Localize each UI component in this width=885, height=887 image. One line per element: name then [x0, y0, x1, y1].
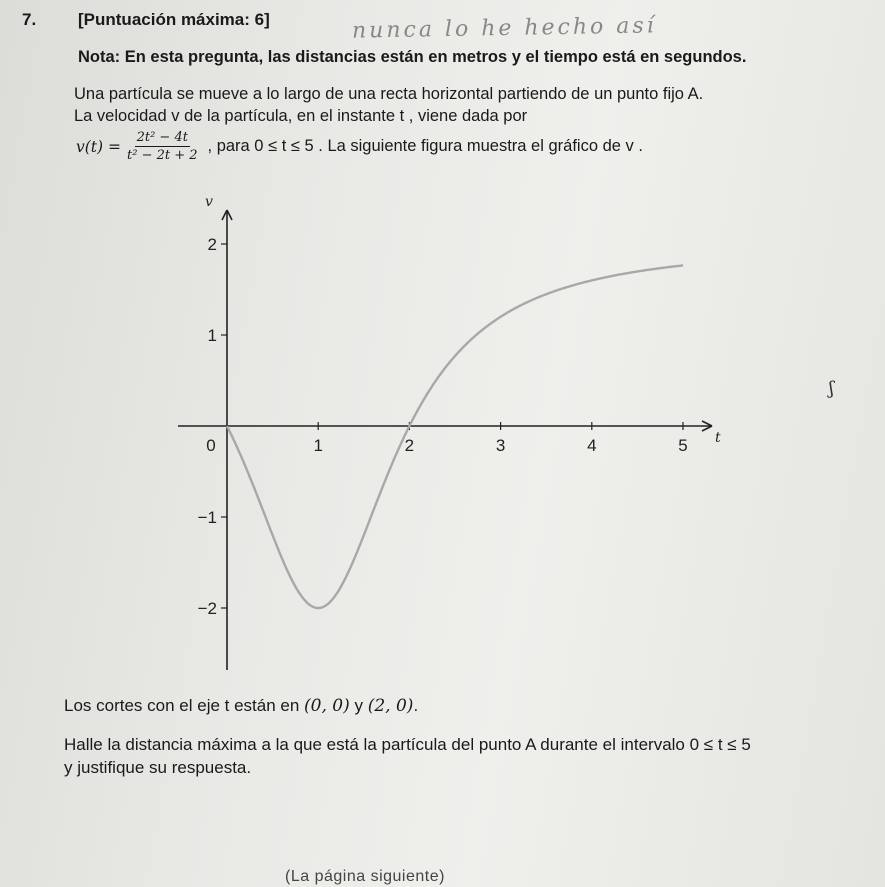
- cuts-text: Los cortes con el eje t están en: [64, 696, 305, 715]
- t-axis-label: t: [715, 430, 721, 446]
- cuts-conj: y: [349, 696, 368, 715]
- intro-line-2: La velocidad v de la partícula, en el instante t , viene dada por: [74, 107, 528, 125]
- formula-numerator: 2t² − 4t: [136, 130, 188, 145]
- margin-mark: ʃ: [829, 378, 834, 399]
- v-axis-label: v: [205, 194, 213, 210]
- question-number: 7.: [22, 10, 37, 29]
- x-tick-label: 0: [206, 436, 216, 455]
- x-tick-label: 4: [587, 436, 597, 455]
- units-note: Nota: En esta pregunta, las distancias están en metros y el tiempo está en segundos.: [78, 48, 747, 66]
- next-page-footer: (La página siguiente): [285, 868, 445, 885]
- formula-lhs: v(t) =: [76, 137, 121, 156]
- formula-denominator: t² − 2t + 2: [127, 148, 198, 163]
- task-line-2: y justifique su respuesta.: [64, 758, 252, 777]
- handwritten-note: nunca lo he hecho así: [351, 13, 657, 44]
- task-line-1: Halle la distancia máxima a la que está la partícula del punto A durante el intervalo 0 ≤ t ≤ 5: [64, 735, 751, 754]
- y-tick-label: 2: [207, 235, 217, 254]
- x-tick-label: 5: [678, 436, 688, 455]
- intro-line-1: Una partícula se mueve a lo largo de una recta horizontal partiendo de un punto fijo A.: [74, 85, 704, 103]
- x-tick-label: 3: [495, 436, 506, 455]
- cut-point-1: (0, 0): [304, 696, 350, 716]
- y-tick-label: −1: [197, 508, 217, 527]
- cuts-end: .: [413, 696, 419, 715]
- x-tick-label: 1: [313, 436, 323, 455]
- formula-rest: , para 0 ≤ t ≤ 5 . La siguiente figura muestra el gráfico de v .: [207, 137, 643, 155]
- y-tick-label: −2: [197, 599, 217, 618]
- x-tick-label: 2: [404, 436, 415, 455]
- cut-point-2: (2, 0): [367, 696, 414, 716]
- velocity-curve: [227, 265, 683, 608]
- axis-cuts-line: [64, 696, 418, 716]
- max-score: [Puntuación máxima: 6]: [78, 10, 270, 29]
- y-tick-label: 1: [207, 326, 217, 345]
